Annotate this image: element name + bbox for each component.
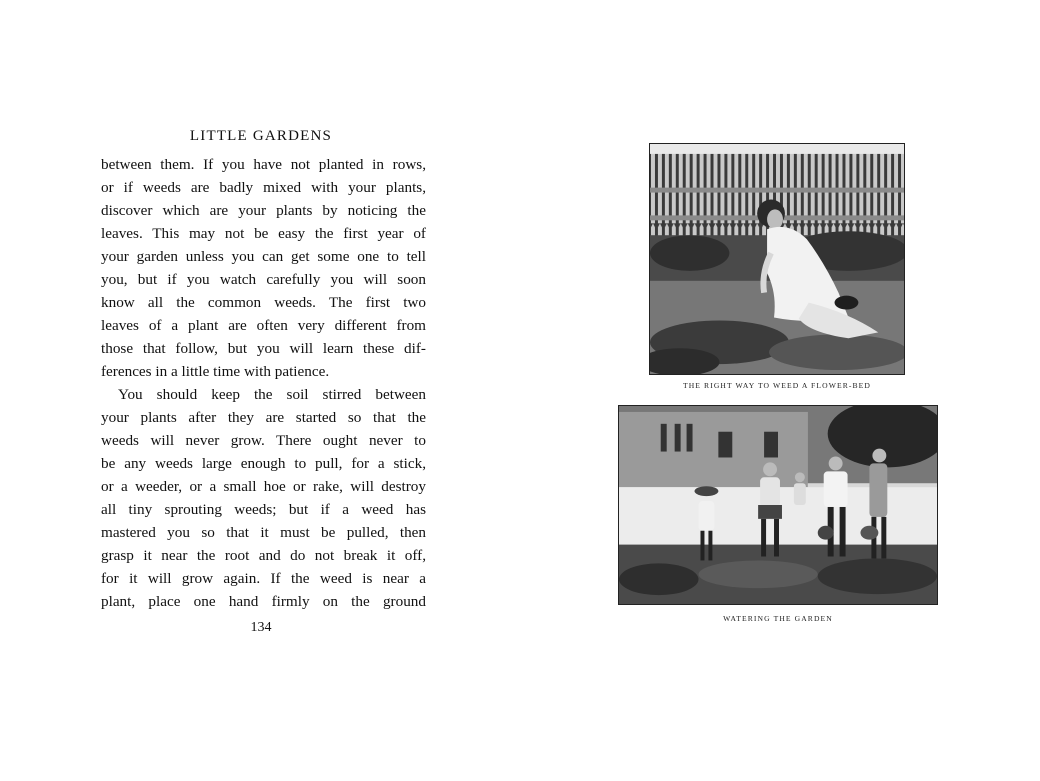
text-line: your plants after they are started so that the: [101, 409, 426, 426]
text-line: those that follow, but you will learn these dif-: [101, 340, 426, 357]
text-line: discover which are your plants by noticing the: [101, 202, 426, 219]
text-line: your garden unless you can get some one to tell: [101, 248, 426, 265]
page-number: 134: [250, 620, 272, 635]
text-line: weeds will never grow. There ought never to: [101, 432, 426, 449]
photo-children-watering-illustration: [619, 406, 937, 604]
text-line: plant, place one hand firmly on the ground: [101, 593, 426, 610]
figure-1-caption: THE RIGHT WAY TO WEED A FLOWER-BED: [682, 381, 871, 390]
text-line: between them. If you have not planted in rows,: [101, 156, 426, 173]
text-line: or if weeds are badly mixed with your plants,: [101, 179, 426, 196]
text-line: know all the common weeds. The first two: [101, 294, 426, 311]
figure-2-caption: WATERING THE GARDEN: [723, 614, 833, 623]
text-line: ferences in a little time with patience.: [101, 363, 330, 380]
text-line: You should keep the soil stirred between: [118, 386, 426, 403]
photo-girl-weeding-illustration: [650, 144, 904, 374]
running-head: LITTLE GARDENS: [189, 128, 333, 144]
paragraph-2: [96, 383, 426, 613]
text-line: all tiny sprouting weeds; but if a weed has: [101, 501, 426, 518]
left-page: [96, 128, 426, 613]
text-line: grasp it near the root and do not break it off,: [101, 547, 426, 564]
text-line: you, but if you watch carefully you will soon: [101, 271, 426, 288]
paragraph-1: [96, 153, 426, 383]
text-line: or a weeder, or a small hoe or rake, will destroy: [101, 478, 426, 495]
text-line: for it will grow again. If the weed is near a: [101, 570, 426, 587]
text-line: leaves of a plant are often very different from: [101, 317, 426, 334]
text-line: leaves. This may not be easy the first year of: [101, 225, 426, 242]
text-line: be any weeds large enough to pull, for a stick,: [101, 455, 426, 472]
text-line: mastered you so that it must be pulled, then: [101, 524, 426, 541]
photo-girl-weeding: [649, 143, 905, 375]
photo-children-watering: [618, 405, 938, 605]
